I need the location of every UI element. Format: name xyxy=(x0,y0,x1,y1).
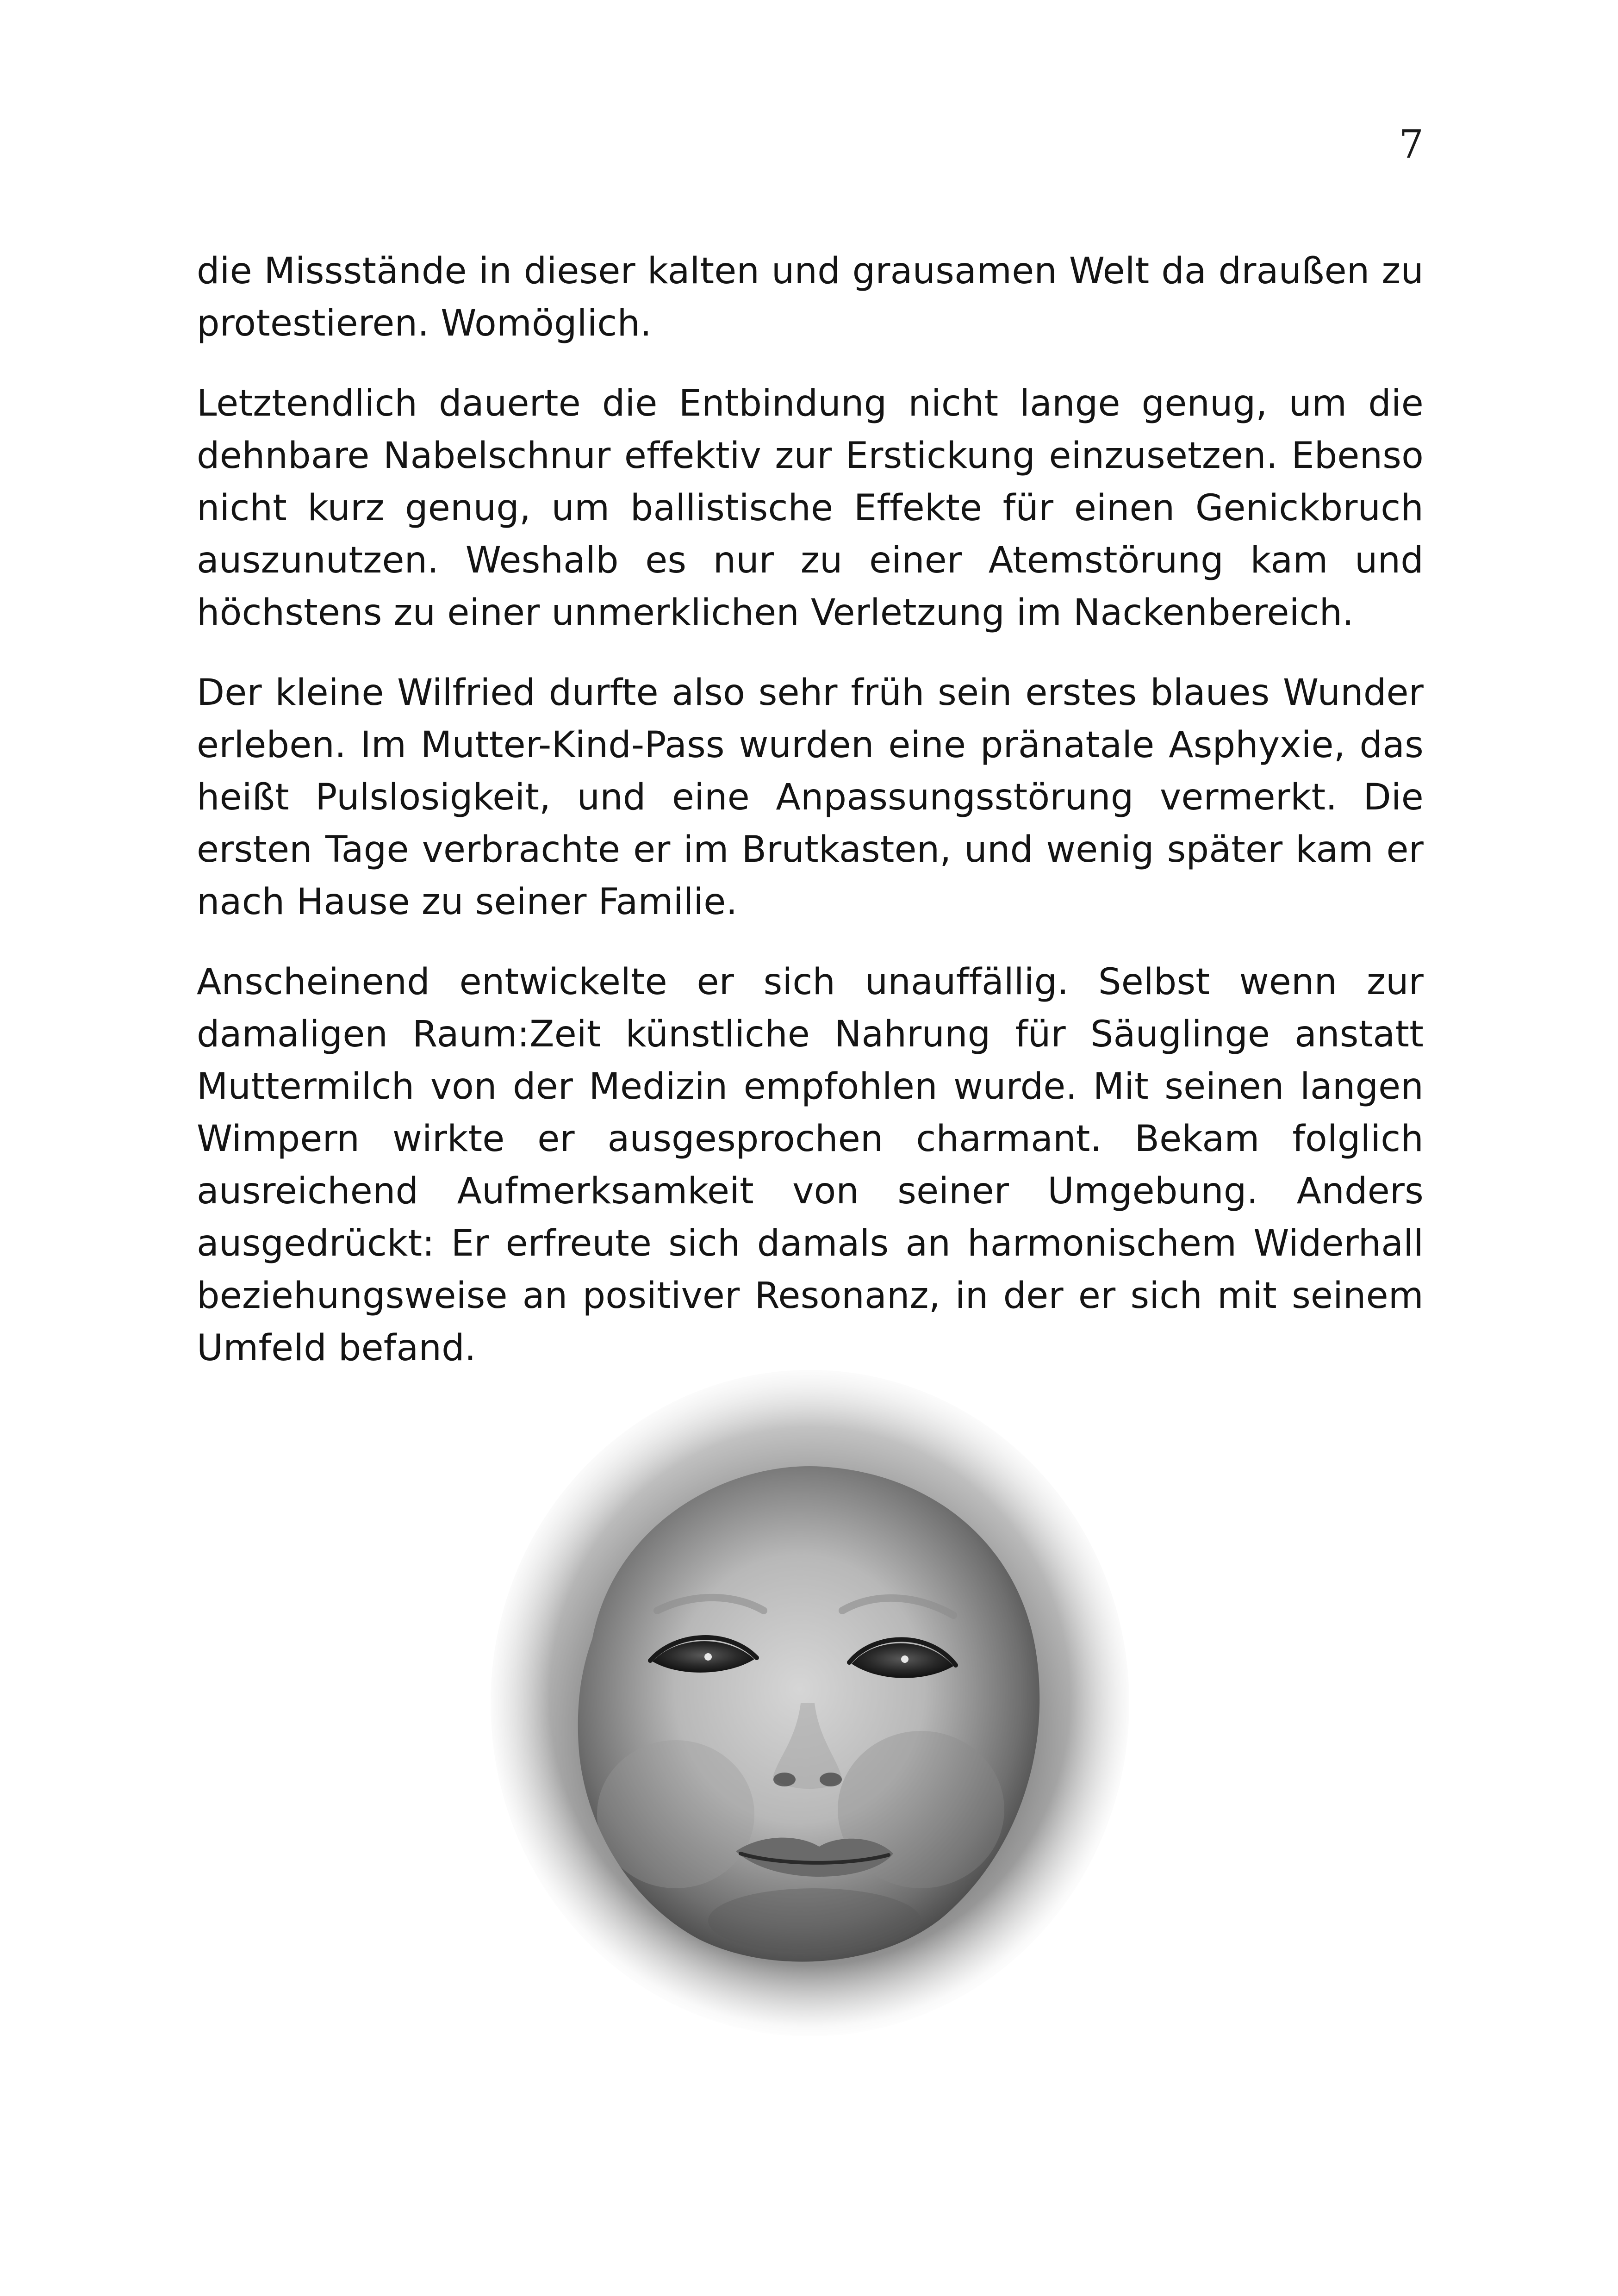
paragraph-2: Letztendlich dauerte die Entbindung nicht lange genug, um die dehnbare Nabelschnur effektiv zur Erstickung einzusetzen. Ebenso nicht kurz genug, um ballistische Effekte für einen Genickbruch auszunutzen. Weshalb es nur zu einer Atemstörung kam und höchstens zu einer unmerklichen Verletzung im Nackenbereich. xyxy=(197,383,1424,634)
paragraph-1: die Missstände in dieser kalten und grausamen Welt da draußen zu protestieren. Womöglich. xyxy=(197,250,1424,344)
body-text xyxy=(197,245,1424,1375)
paragraph-4: Anscheinend entwickelte er sich unauffällig. Selbst wenn zur damaligen Raum:Zeit künstliche Nahrung für Säuglinge anstatt Muttermilch von der Medizin empfohlen wurde. Mit seinen langen Wimpern wirkte er ausgesprochen charmant. Bekam folglich ausreichend Aufmerksamkeit von seiner Umgebung. Anders ausgedrückt: Er erfreute sich damals an harmonischem Widerhall beziehungsweise an positiver Resonanz, in der er sich mit seinem Umfeld befand. xyxy=(197,961,1424,1369)
page-number: 7 xyxy=(1399,122,1424,167)
baby-face-illustration xyxy=(477,1351,1143,2041)
baby-photo xyxy=(477,1351,1143,2041)
paragraph-3: Der kleine Wilfried durfte also sehr früh sein erstes blaues Wunder erleben. Im Mutter-Kind-Pass wurden eine pränatale Asphyxie, das heißt Pulslosigkeit, und eine Anpassungsstörung vermerkt. Die ersten Tage verbrachte er im Brutkasten, und wenig später kam er nach Hause zu seiner Familie. xyxy=(197,672,1424,923)
